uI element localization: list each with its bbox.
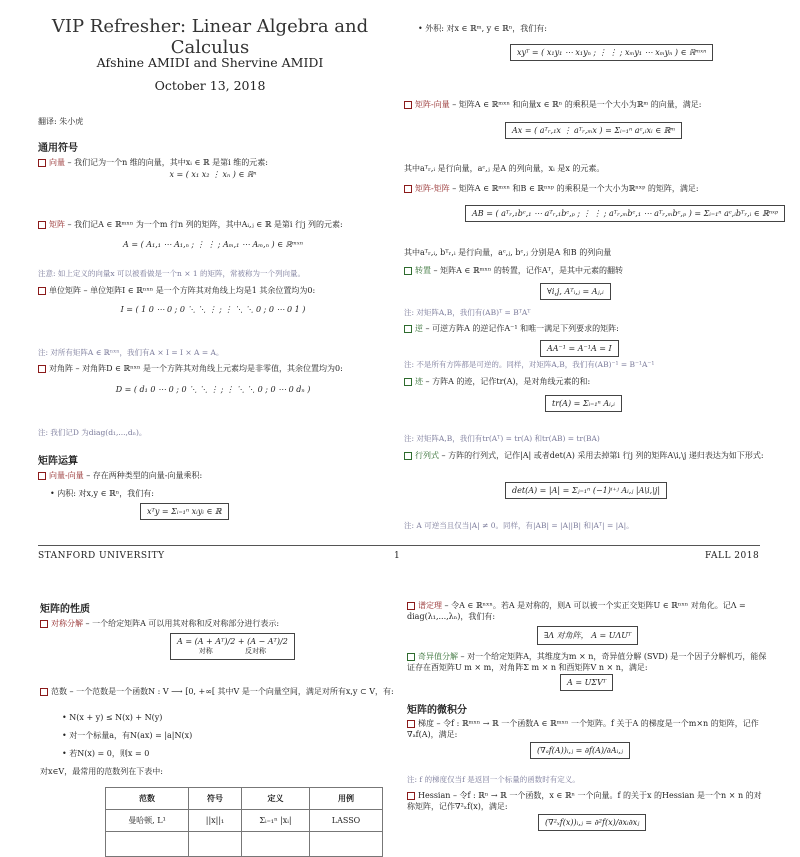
determinant-equation: det(A) = |A| = Σⱼ₌₁ⁿ (−1)ⁱ⁺ʲ Aᵢ,ⱼ |A\i,\j| xyxy=(505,482,667,499)
section-heading-properties: 矩阵的性质 xyxy=(40,604,90,615)
inverse-definition: 逆 – 可逆方阵A 的逆记作A⁻¹ 和唯一满足下列要求的矩阵: xyxy=(404,324,774,335)
symmetric-decomposition-equation: A = (A + Aᵀ)/2 + (A − Aᵀ)/2 对称 反对称 xyxy=(170,633,295,660)
svd-equation: A = UΣVᵀ xyxy=(560,674,613,691)
matrix-vector-definition: 矩阵-向量 – 矩阵A ∈ ℝᵐˣⁿ 和向量x ∈ ℝⁿ 的乘积是一个大小为ℝᵐ 的向量，满足: xyxy=(404,100,774,111)
date: October 13, 2018 xyxy=(154,78,266,93)
gradient-equation: (∇ₐf(A))ᵢ,ⱼ = ∂f(A)/∂Aᵢ,ⱼ xyxy=(530,742,630,759)
vector-definition: 向量 – 我们记为一个n 维的向量，其中xᵢ ∈ ℝ 是第i 维的元素: xyxy=(38,158,388,169)
section-heading-calculus: 矩阵的微积分 xyxy=(407,705,467,716)
table-header: 定义 xyxy=(242,788,310,810)
matrix-matrix-definition: 矩阵-矩阵 – 矩阵A ∈ ℝᵐˣⁿ 和B ∈ ℝⁿˣᵖ 的乘积是一个大小为ℝⁿˣᵖ 的矩阵，满足: xyxy=(404,184,774,195)
section-heading-operations: 矩阵运算 xyxy=(38,456,78,467)
table-header-row xyxy=(106,788,383,810)
table-header: 用例 xyxy=(310,788,383,810)
table-cell: 曼哈顿, L¹ xyxy=(106,810,189,832)
trace-note: 注: 对矩阵A,B，我们有tr(Aᵀ) = tr(A) 和tr(AB) = tr(BA) xyxy=(404,434,600,443)
vector-vector-definition: 向量-向量 – 存在两种类型的向量-向量乘积: xyxy=(38,471,393,482)
translator: 翻译: 朱小虎 xyxy=(38,117,84,126)
transpose-equation: ∀i,j, Aᵀᵢ,ⱼ = Aⱼ,ᵢ xyxy=(540,283,611,300)
antisymmetric-label: 反对称 xyxy=(245,647,267,655)
table-cell: Σᵢ₌₁ⁿ |xᵢ| xyxy=(242,810,310,832)
inverse-note: 注: 不是所有方阵都是可逆的。同样，对矩阵A,B，我们有(AB)⁻¹ = B⁻¹A⁻¹ xyxy=(404,360,655,369)
document-title: VIP Refresher: Linear Algebra and Calculus xyxy=(51,16,369,58)
gradient-note: 注: f 的梯度仅当f 是返回一个标量的函数时有定义。 xyxy=(407,775,580,784)
norm-triangle-inequality: • N(x + y) ≤ N(x) + N(y) xyxy=(62,713,163,722)
determinant-definition: 行列式 – 方阵的行列式，记作|A| 或者det(A) 采用去掉第i 行j 列的矩阵A\i,\j 递归表达为如下形式: xyxy=(404,451,774,462)
diagonal-equation: D = ( d₁ 0 ⋯ 0 ; 0 ⋱ ⋱ ⋮ ; ⋮ ⋱ ⋱ 0 ; 0 ⋯ 0 dₙ ) xyxy=(115,385,311,394)
vector-equation: x = ( x₁ x₂ ⋮ xₙ ) ∈ ℝⁿ xyxy=(169,170,257,179)
svd-definition: 奇异值分解 – 对一个给定矩阵A，其维度为m × n，奇异值分解 (SVD) 是一个因子分解机巧，能保证存在酉矩阵U m × m，对角阵Σ m × n 和酉矩阵V n × n，满足: xyxy=(407,652,767,672)
outer-product-equation: xyᵀ = ( x₁y₁ ⋯ x₁yₙ ; ⋮ ⋮ ; xₘy₁ ⋯ xₘyₙ ) ∈ ℝᵐˣⁿ xyxy=(510,44,713,61)
norm-definiteness: • 若N(x) = 0，则x = 0 xyxy=(62,749,150,758)
matrix-equation: A = ( A₁,₁ ⋯ A₁,ₙ ; ⋮ ⋮ ; Aₘ,₁ ⋯ Aₘ,ₙ ) ∈ ℝᵐˣⁿ xyxy=(123,240,303,249)
determinant-note: 注: A 可逆当且仅当|A| ≠ 0。同样，有|AB| = |A||B| 和|Aᵀ| = |A|。 xyxy=(404,521,634,530)
norm-table-intro: 对x∈V，最常用的范数列在下表中: xyxy=(40,767,163,776)
matrix-vector-equation: Ax = ( aᵀᵣ,₁x ⋮ aᵀᵣ,ₘx ) = Σᵢ₌₁ⁿ aᶜ,ᵢxᵢ ∈ ℝᵐ xyxy=(505,122,682,139)
table-row xyxy=(106,832,383,857)
trace-definition: 迹 – 方阵A 的迹，记作tr(A)，是对角线元素的和: xyxy=(404,377,774,388)
matrix-definition: 矩阵 – 我们记A ∈ ℝᵐˣⁿ 为一个m 行n 列的矩阵，其中Aᵢ,ⱼ ∈ ℝ 是第i 行j 列的元素: xyxy=(38,220,393,231)
norm-definition: 范数 – 一个范数是一个函数N : V ⟶ [0, +∞[ 其中V 是一个向量空间，满足对所有x,y ⊂ V，有: xyxy=(40,687,395,698)
authors: Afshine AMIDI and Shervine AMIDI xyxy=(96,55,324,70)
table-cell xyxy=(189,832,242,857)
spectral-theorem-definition: 谱定理 – 令A ∈ ℝⁿˣⁿ。若A 是对称的，则A 可以被一个实正交矩阵U ∈ ℝⁿˣⁿ 对角化。记Λ = diag(λ₁,...,λₙ)，我们有: xyxy=(407,601,746,621)
diagonal-definition: 对角阵 – 对角阵D ∈ ℝⁿˣⁿ 是一个方阵其对角线上元素均是非零值，其余位置均为0: xyxy=(38,364,393,375)
table-cell: ||x||₁ xyxy=(189,810,242,832)
matrix-matrix-explanation: 其中aᵀᵣ,ᵢ, bᵀᵣ,ᵢ 是行向量，aᶜ,ⱼ, bᶜ,ⱼ 分别是A 和B 的列向量 xyxy=(404,248,612,257)
footer-page-number: 1 xyxy=(394,551,401,561)
table-cell: LASSO xyxy=(310,810,383,832)
footer-term: FALL 2018 xyxy=(705,551,760,561)
diagonal-note: 注: 我们记D 为diag(d₁,...,dₙ)。 xyxy=(38,428,147,437)
table-cell xyxy=(106,832,189,857)
footer-institution: STANFORD UNIVERSITY xyxy=(38,551,165,561)
trace-equation: tr(A) = Σᵢ₌₁ⁿ Aᵢ,ᵢ xyxy=(545,395,622,412)
table-cell xyxy=(242,832,310,857)
table-header: 范数 xyxy=(106,788,189,810)
identity-equation: I = ( 1 0 ⋯ 0 ; 0 ⋱ ⋱ ⋮ ; ⋮ ⋱ ⋱ 0 ; 0 ⋯ 0 1 ) xyxy=(120,305,306,314)
norm-homogeneity: • 对一个标量a，有N(ax) = |a|N(x) xyxy=(62,731,193,740)
outer-product-text: • 外积: 对x ∈ ℝᵐ, y ∈ ℝⁿ，我们有: xyxy=(418,24,547,33)
symmetric-label: 对称 xyxy=(198,647,213,655)
table-row xyxy=(106,810,383,832)
inverse-equation: AA⁻¹ = A⁻¹A = I xyxy=(540,340,619,357)
norms-table xyxy=(105,787,383,857)
vector-label: 向量 xyxy=(49,158,65,167)
hessian-definition: Hessian – 令f : ℝⁿ → ℝ 一个函数，x ∈ ℝⁿ 一个向量。f 的关于x 的Hessian 是一个n × n 的对称矩阵，记作∇²ₓf(x)，满足: xyxy=(407,791,762,811)
gradient-definition: 梯度 – 令f : ℝᵐˣⁿ → ℝ 一个函数A ∈ ℝᵐˣⁿ 一个矩阵。f 关于A 的梯度是一个m×n 的矩阵，记作∇ₐf(A)，满足: xyxy=(407,719,759,739)
matrix-vector-explanation: 其中aᵀᵣ,ᵢ 是行向量，aᶜ,ⱼ 是A 的列向量，xᵢ 是x 的元素。 xyxy=(404,164,605,173)
hessian-equation: (∇²ₓf(x))ᵢ,ⱼ = ∂²f(x)/∂xᵢ∂xⱼ xyxy=(538,814,646,831)
identity-definition: 单位矩阵 – 单位矩阵I ∈ ℝⁿˣⁿ 是一个方阵其对角线上均是1 其余位置均为0: xyxy=(38,286,393,297)
inner-product-text: • 内积: 对x,y ∈ ℝⁿ，我们有: xyxy=(50,489,154,498)
symmetric-decomposition-definition: 对称分解 – 一个给定矩阵A 可以用其对称和反对称部分进行表示: xyxy=(40,619,395,630)
section-heading-notation: 通用符号 xyxy=(38,143,78,154)
inner-product-equation: xᵀy = Σᵢ₌₁ⁿ xᵢyᵢ ∈ ℝ xyxy=(140,503,229,520)
transpose-definition: 转置 – 矩阵A ∈ ℝᵐˣⁿ 的转置，记作Aᵀ，是其中元素的翻转 xyxy=(404,266,774,277)
matrix-note: 注意: 如上定义的向量x 可以被看做是一个n × 1 的矩阵，常被称为一个列向量。 xyxy=(38,269,306,278)
footer-rule xyxy=(38,545,760,546)
table-cell xyxy=(310,832,383,857)
transpose-note: 注: 对矩阵A,B，我们有(AB)ᵀ = BᵀAᵀ xyxy=(404,308,531,317)
identity-note: 注: 对所有矩阵A ∈ ℝⁿˣⁿ，我们有A × I = I × A = A。 xyxy=(38,348,224,357)
spectral-theorem-equation: ∃Λ 对角阵， A = UΛUᵀ xyxy=(537,626,638,645)
table-header: 符号 xyxy=(189,788,242,810)
matrix-matrix-equation: AB = ( aᵀᵣ,₁bᶜ,₁ ⋯ aᵀᵣ,₁bᶜ,ₚ ; ⋮ ⋮ ; aᵀᵣ,ₘbᶜ,₁ ⋯ aᵀᵣ,ₘbᶜ,ₚ ) = Σᵢ₌₁ⁿ aᶜ,ᵢbᵀᵣ,ᵢ ∈ ℝⁿˣᵖ xyxy=(465,205,785,222)
